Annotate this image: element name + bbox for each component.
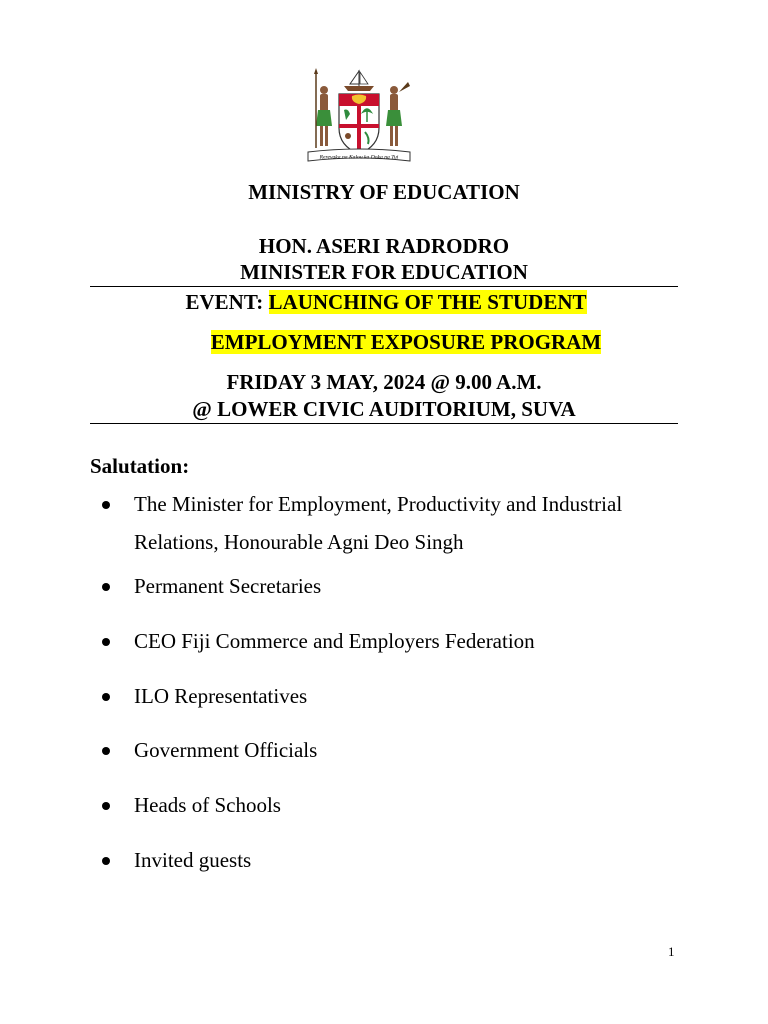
bullet-icon [102,583,110,591]
list-item-text: Permanent Secretaries [134,574,322,598]
bullet-icon [102,747,110,755]
crest-motto: Rerevaka na Kalou ka Doka na Tui [319,154,399,161]
fiji-coat-of-arms-icon [304,66,414,166]
list-item-text: Invited guests [134,848,252,872]
event-date: FRIDAY 3 MAY, 2024 @ 9.00 A.M. [226,370,542,394]
event-line-2 [22,330,768,354]
event-title-line-2: EMPLOYMENT EXPOSURE PROGRAM [210,330,602,354]
list-item-text-continued: Relations, Honourable Agni Deo Singh [134,530,464,554]
event-venue: @ LOWER CIVIC AUDITORIUM, SUVA [192,397,576,421]
bullet-icon [102,693,110,701]
ministry-title: MINISTRY OF EDUCATION [248,180,520,204]
list-item-text: Heads of Schools [134,793,281,817]
event-label: EVENT: [185,290,269,314]
bullet-icon [102,857,110,865]
list-item-text: CEO Fiji Commerce and Employers Federation [134,629,535,653]
list-item-text: ILO Representatives [134,684,308,708]
bullet-icon [102,638,110,646]
list-item-text: Government Officials [134,738,318,762]
minister-title: MINISTER FOR EDUCATION [240,260,528,284]
event-line-1 [2,290,768,314]
list-item-text: The Minister for Employment, Productivity and Industrial [134,492,623,516]
salutation-heading: Salutation: [90,454,190,478]
bullet-icon [102,501,110,509]
bullet-icon [102,802,110,810]
bottom-divider [90,423,678,424]
minister-name: HON. ASERI RADRODRO [258,234,510,258]
top-divider [90,286,678,287]
event-title-line-1: LAUNCHING OF THE STUDENT [268,290,587,314]
page-number: 1 [668,944,675,959]
